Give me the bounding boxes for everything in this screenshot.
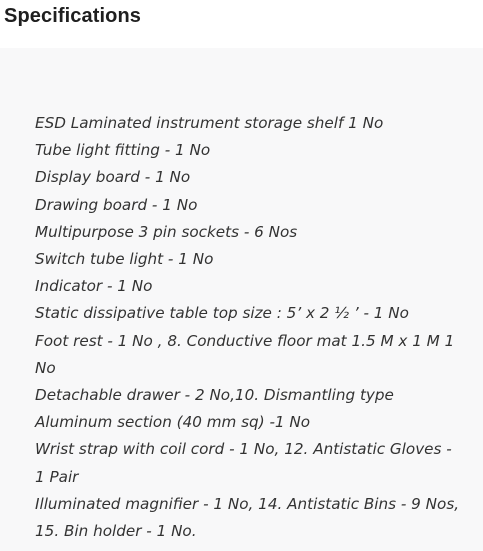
spec-item: Tube light fitting - 1 No xyxy=(35,141,211,160)
spec-item: Multipurpose 3 pin sockets - 6 Nos xyxy=(35,222,298,241)
spec-item: Indicator - 1 No xyxy=(35,277,153,296)
spec-item: Drawing board - 1 No xyxy=(35,195,198,214)
specifications-list xyxy=(35,110,465,545)
spec-item: Illuminated magnifier - 1 No, 14. Antistatic Bins - 9 Nos, 15. Bin holder - 1 No. xyxy=(35,494,460,541)
section-title: Specifications xyxy=(4,5,141,27)
spec-item: Display board - 1 No xyxy=(35,168,191,187)
spec-item: Wrist strap with coil cord - 1 No, 12. Antistatic Gloves - 1 Pair xyxy=(35,440,452,486)
spec-item: Detachable drawer - 2 No,10. Dismantling type Aluminum section (40 mm sq) -1 No xyxy=(35,386,394,432)
spec-item: ESD Laminated instrument storage shelf 1 No xyxy=(35,114,384,132)
spec-item: Switch tube light - 1 No xyxy=(35,250,214,269)
spec-item: Static dissipative table top size : 5’ x 2 ½ ’ - 1 No xyxy=(35,304,409,323)
spec-item: Foot rest - 1 No , 8. Conductive floor mat 1.5 M x 1 M 1 No xyxy=(35,331,455,377)
